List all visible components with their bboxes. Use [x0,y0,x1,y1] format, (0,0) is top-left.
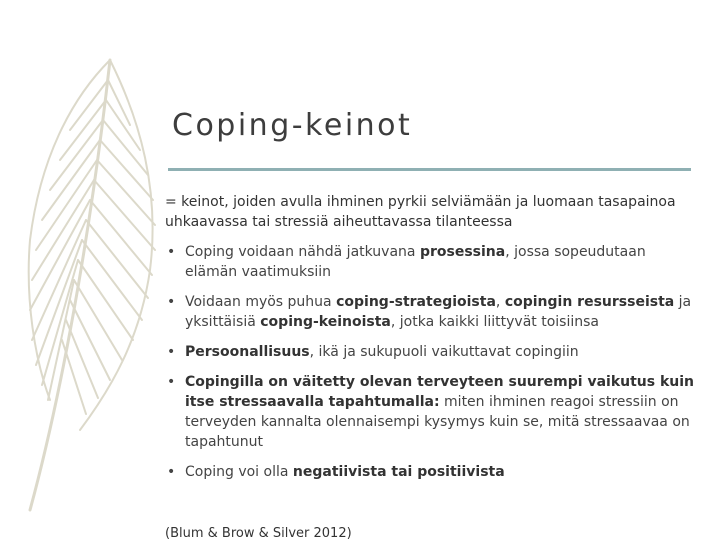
bullet-item [165,242,695,282]
bullet-text: , jossa sopeudutaan elämän vaatimuksiin [185,244,646,280]
bullet-marker: • [167,244,176,260]
bullet-item [165,462,695,482]
bullet-marker: • [167,464,176,480]
bullet-list [165,242,695,492]
slide-title: Coping-keinot [172,108,413,143]
bullet-item [165,342,695,362]
title-divider [168,168,691,171]
bullet-emphasis: coping-keinoista [260,314,391,330]
bullet-emphasis: copingin resursseista [504,294,675,310]
bullet-text: miten ihminen reagoi stressiin on terveyden kannalta olennaisempi kysymys kuin se, mitä stressaavaa on tapahtunut [185,394,690,450]
bullet-item [165,372,695,452]
bullet-marker: • [167,294,176,310]
bullet-emphasis: Copingilla on väitetty olevan terveyteen suurempi vaikutus kuin itse stressaavalla tapahtumalla: [185,374,695,410]
bullet-text: , [495,294,505,310]
bullet-emphasis: coping-strategioista [336,294,496,310]
definition-text: = keinot, joiden avulla ihminen pyrkii selviämään ja luomaan tasapainoa uhkaavassa tai stressiä aiheuttavassa tilanteessa [165,194,676,230]
bullet-item [165,292,695,332]
bullet-text: Coping voi olla [185,464,293,480]
bullet-text: , jotka kaikki liittyvät toisiinsa [390,314,599,330]
citation: (Blum & Brow & Silver 2012) [165,526,352,541]
bullet-marker: • [167,344,176,360]
bullet-text: , ikä ja sukupuoli vaikuttavat copingiin [309,344,579,360]
bullet-emphasis: negatiivista tai positiivista [292,464,505,480]
bullet-text: Coping voidaan nähdä jatkuvana [185,244,420,260]
bullet-text: ja yksittäisiä [185,294,692,330]
bullet-text: Voidaan myös puhua [185,294,337,310]
bullet-emphasis: prosessina [419,244,506,260]
bullet-emphasis: Persoonallisuus [185,344,310,360]
bullet-marker: • [167,374,176,390]
